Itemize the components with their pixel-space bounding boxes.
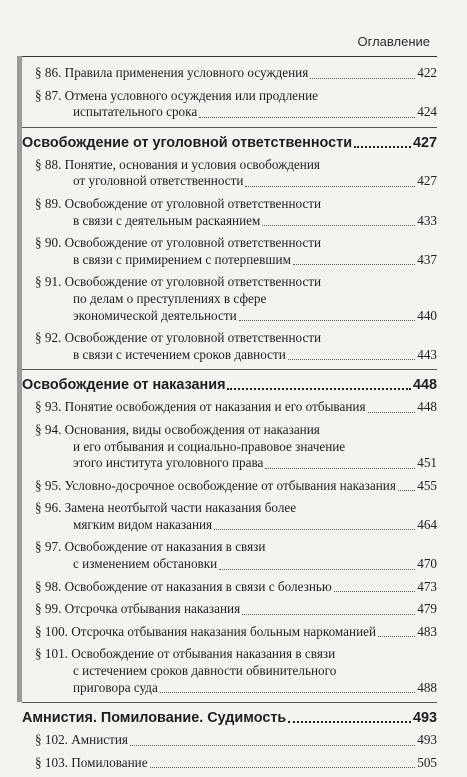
page-number: 488 [417, 679, 437, 695]
toc-entry-title: § 89. Освобождение от уголовной ответственности [35, 195, 322, 211]
toc-entry-title: § 94. Основания, виды освобождения от наказания [35, 421, 320, 437]
toc-entry-title: § 100. Отсрочка отбывания наказания больным наркоманией [35, 623, 377, 639]
dot-leader [242, 613, 415, 615]
toc-entry-title-cont: мягким видом наказания [73, 516, 213, 532]
toc-entry-title: § 99. Отсрочка отбывания наказания [35, 601, 241, 617]
toc-entry-title-cont: по делам о преступлениях в сфере [73, 290, 267, 306]
dot-leader [354, 145, 411, 148]
dot-leader [378, 635, 415, 637]
toc-entry-87[interactable] [22, 88, 437, 121]
dot-leader [368, 411, 416, 413]
toc-entry-title: § 102. Амнистия [35, 732, 128, 748]
toc-entry-title-cont: и его отбывания и социально-правовое значение [73, 438, 346, 454]
toc-chapter-amnesty-pardon[interactable] [22, 709, 437, 727]
page-number: 424 [417, 104, 437, 120]
page-number: 493 [412, 710, 437, 727]
dot-leader [245, 185, 415, 187]
toc-entry-title-cont: от уголовной ответственности [73, 173, 244, 189]
toc-entry-88[interactable] [22, 157, 437, 190]
page-number: 427 [417, 173, 437, 189]
page-number: 455 [417, 477, 437, 493]
toc-entry-title: § 103. Помилование [35, 754, 148, 770]
toc-entry-96[interactable] [22, 500, 437, 533]
table-of-contents [22, 65, 437, 777]
toc-entry-89[interactable] [22, 196, 437, 229]
toc-entry-101[interactable] [22, 646, 437, 696]
dot-leader [288, 358, 415, 360]
dot-leader [219, 568, 415, 570]
dot-leader [160, 691, 415, 693]
dot-leader [227, 387, 411, 390]
dot-leader [214, 528, 415, 530]
toc-entry-title: § 88. Понятие, основания и условия освобождения [35, 156, 320, 172]
running-header: Оглавление [357, 34, 430, 49]
page-number: 448 [412, 377, 437, 394]
dot-leader [199, 116, 415, 118]
page-number: 451 [417, 455, 437, 471]
toc-entry-93[interactable] [22, 399, 437, 416]
chapter-title: Амнистия. Помилование. Судимость [22, 710, 287, 727]
toc-entry-97[interactable] [22, 539, 437, 572]
page-number: 448 [417, 399, 437, 415]
page-number: 470 [417, 556, 437, 572]
dot-leader [398, 489, 415, 491]
page-number: 505 [417, 754, 437, 770]
toc-entry-92[interactable] [22, 330, 437, 363]
page-number: 493 [417, 732, 437, 748]
toc-entry-title: § 91. Освобождение от уголовной ответственности [35, 274, 322, 290]
dot-leader [293, 263, 415, 265]
toc-entry-102[interactable] [22, 732, 437, 749]
toc-entry-title: § 96. Замена неотбытой части наказания более [35, 500, 297, 516]
dot-leader [265, 467, 415, 469]
dot-leader [262, 224, 415, 226]
toc-entry-title-cont: с истечением сроков давности обвинительного [73, 663, 337, 679]
toc-entry-98[interactable] [22, 579, 437, 596]
toc-entry-title-cont: испытательного срока [73, 104, 198, 120]
toc-entry-title-cont: в связи с истечением сроков давности [73, 346, 286, 362]
dot-leader [310, 77, 415, 79]
page-number: 433 [417, 212, 437, 228]
toc-entry-title-cont: с изменением обстановки [73, 556, 218, 572]
toc-entry-title: § 101. Освобождение от отбывания наказания в связи [35, 646, 336, 662]
toc-entry-103[interactable] [22, 755, 437, 772]
toc-entry-title-cont: в связи с примирением с потерпевшим [73, 251, 291, 267]
toc-entry-title: § 93. Понятие освобождения от наказания и его отбывания [35, 399, 366, 415]
page-number: 473 [417, 578, 437, 594]
toc-entry-title-cont: в связи с деятельным раскаянием [73, 212, 261, 228]
toc-entry-title-cont: этого института уголовного права [73, 455, 264, 471]
section-divider [22, 127, 437, 128]
toc-entry-title: § 87. Отмена условного осуждения или продление [35, 87, 318, 103]
toc-entry-title: § 95. Условно-досрочное освобождение от отбывания наказания [35, 477, 396, 493]
toc-chapter-criminal-liability-release[interactable] [22, 134, 437, 152]
toc-entry-91[interactable] [22, 274, 437, 324]
section-divider [22, 702, 437, 703]
toc-entry-100[interactable] [22, 624, 437, 641]
page-number: 443 [417, 346, 437, 362]
toc-entry-title: § 86. Правила применения условного осуждения [35, 65, 309, 80]
toc-entry-90[interactable] [22, 235, 437, 268]
toc-entry-title: § 90. Освобождение от уголовной ответственности [35, 235, 322, 251]
header-rule [17, 56, 437, 57]
dot-leader [288, 720, 411, 723]
chapter-title: Освобождение от уголовной ответственности [22, 134, 353, 151]
dot-leader [239, 319, 416, 321]
toc-entry-title-cont: экономической деятельности [73, 307, 237, 323]
dot-leader [150, 766, 416, 768]
toc-entry-95[interactable] [22, 478, 437, 495]
toc-entry-94[interactable] [22, 422, 437, 472]
dot-leader [130, 744, 415, 746]
toc-chapter-punishment-release[interactable] [22, 376, 437, 394]
toc-entry-title: § 98. Освобождение от наказания в связи с болезнью [35, 578, 332, 594]
toc-entry-title: § 97. Освобождение от наказания в связи [35, 539, 266, 555]
page-number: 437 [417, 251, 437, 267]
page-number: 464 [417, 516, 437, 532]
toc-entry-99[interactable] [22, 601, 437, 618]
toc-entry-86[interactable] [22, 65, 437, 82]
page-number: 479 [417, 601, 437, 617]
dot-leader [334, 590, 415, 592]
page-number: 427 [412, 134, 437, 151]
toc-entry-title-cont: приговора суда [73, 679, 158, 695]
page-number: 440 [417, 307, 437, 323]
section-divider [22, 369, 437, 370]
chapter-title: Освобождение от наказания [22, 377, 226, 394]
toc-entry-title: § 92. Освобождение от уголовной ответственности [35, 330, 322, 346]
page-number: 422 [417, 65, 437, 80]
page-number: 483 [417, 623, 437, 639]
